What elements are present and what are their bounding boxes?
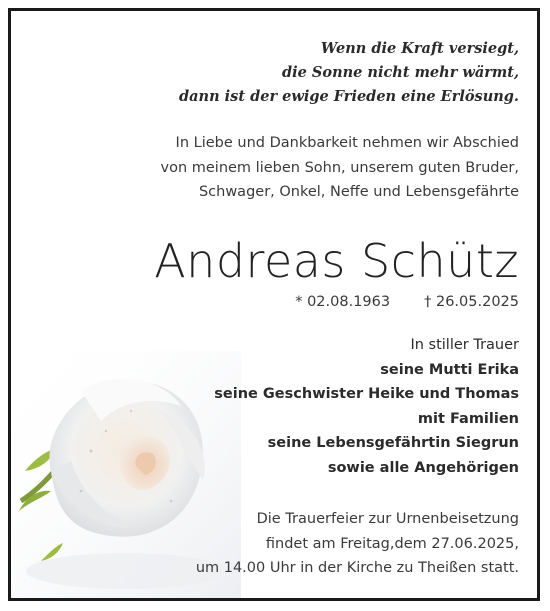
poem-line: dann ist der ewige Frieden eine Erlösung. <box>179 88 519 105</box>
deceased-name: Andreas Schütz <box>154 234 519 288</box>
funeral-line: findet am Freitag,dem 27.06.2025, <box>265 535 519 552</box>
poem <box>179 37 519 109</box>
mourner-line: seine Lebensgefährtin Siegrun <box>267 435 519 451</box>
life-dates <box>295 292 519 312</box>
funeral-details <box>196 507 519 581</box>
intro-text <box>161 131 520 205</box>
intro-line: von meinem lieben Sohn, unserem guten Bruder, <box>160 159 519 176</box>
poem-line: Wenn die Kraft versiegt, <box>320 40 519 57</box>
birth-date: * 02.08.1963 <box>295 294 391 310</box>
funeral-line: um 14.00 Uhr in der Kirche zu Theißen statt. <box>195 560 519 576</box>
mourners-list <box>214 333 519 480</box>
death-date: † 26.05.2025 <box>424 294 519 310</box>
mourners-heading: In stiller Trauer <box>410 337 519 353</box>
intro-line: Schwager, Onkel, Neffe und Lebensgefährte <box>198 184 519 200</box>
mourner-line: seine Geschwister Heike und Thomas <box>214 386 519 402</box>
mourner-line: seine Mutti Erika <box>380 361 519 378</box>
intro-line: In Liebe und Dankbarkeit nehmen wir Abschied <box>175 135 519 151</box>
obituary-card <box>8 8 540 601</box>
poem-line: die Sonne nicht mehr wärmt, <box>282 64 519 81</box>
mourner-line: mit Familien <box>417 410 519 427</box>
funeral-line: Die Trauerfeier zur Urnenbeisetzung <box>256 511 519 527</box>
mourner-line: sowie alle Angehörigen <box>327 459 519 476</box>
